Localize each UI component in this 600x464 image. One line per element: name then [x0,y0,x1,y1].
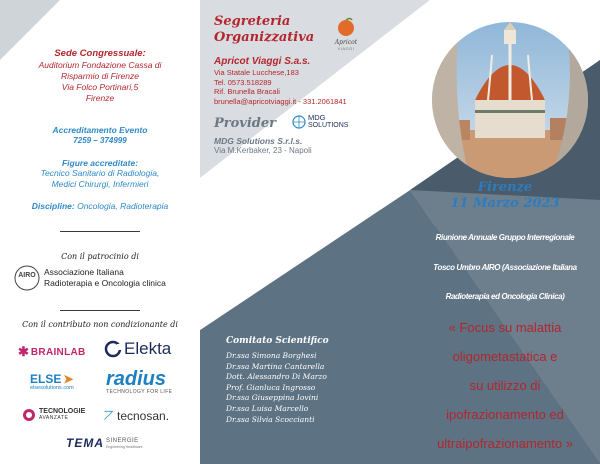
airo-monogram: AIRO [18,272,36,279]
committee-member: Dr.ssa Silvia Scoccianti [226,414,315,424]
figure-line: Medici Chirurgi, Infermieri [51,179,149,189]
brainlab-name: BRAINLAB [30,346,86,358]
apricot-logo [332,17,360,51]
radius-name: radius [106,368,167,390]
event-subtitle-line: Radioterapia ed Oncologia Clinica) [445,292,565,301]
else-arrow-icon: ➤ [63,372,74,386]
contributo-label: Con il contributo non condizionante di [22,320,178,329]
apricot-company: Apricot Viaggi S.a.s. [214,56,311,67]
focus-line: ipofrazionamento ed [446,407,564,422]
mdg-logo-line: MDG [308,113,326,122]
figure-title: Figure accreditate: [61,158,139,168]
apricot-email[interactable]: brunella@apricotviaggi.it - 331.2061841 [214,96,347,106]
radius-logo [106,369,172,395]
apricot-address: Via Statale Lucchese,183 [214,68,299,77]
sede-line: Risparmio di Firenze [61,71,139,81]
tecnologie-mark-icon [22,408,36,422]
apricot-fruit-icon [336,17,356,37]
apricot-logo-name: Apricot [334,39,358,46]
apricot-ref: Rif. Brunella Bracali [214,87,280,96]
sede-title: Sede Congressuale: [54,48,146,59]
tema-sub: SINERGIE [106,438,139,444]
event-city: Firenze [477,180,533,195]
tema-name: TEMA [66,436,104,450]
committee-member: Dr.ssa Giuseppina Iovini [226,393,319,403]
tecnologie-avanzate-logo [22,408,85,422]
event-subtitle-line: Tosco Umbro AIRO (Associazione Italiana [433,263,577,272]
segreteria-title [214,14,314,46]
committee-member: Dr.ssa Luisa Marcello [226,403,309,413]
event-date: 11 Marzo 2023 [450,196,560,211]
tema-sinergie-logo [66,436,143,450]
brainlab-logo [18,344,86,360]
florence-dome-photo [430,20,590,180]
divider [60,231,140,232]
tecnosan-mark-icon: ⦢ [104,408,114,423]
figure-section [0,158,200,190]
accreditamento-code: 7259 – 374999 [73,136,127,145]
committee-member: Dott. Alessandro Di Marzo [226,372,327,382]
discipline-section [0,201,200,211]
accreditamento-title: Accreditamento Evento [52,125,148,135]
committee-list [226,351,327,425]
sede-line: Auditorium Fondazione Cassa di [38,60,162,70]
focus-line: « Focus su malattia [448,320,562,335]
sede-line: Via Folco Portinari,5 [61,82,139,92]
airo-logo [14,265,166,291]
figure-line: Tecnico Sanitario di Radiologia, [40,168,160,178]
tecnosan-name: tecnosan. [116,409,170,423]
divider [60,310,140,311]
tecnologie-name: TECNOLOGIE [39,408,86,415]
else-name: ELSE [30,372,62,386]
mdg-globe-icon [292,115,306,129]
brainlab-mark-icon: ✱ [18,344,29,359]
provider-address: Via M.Kerbaker, 23 - Napoli [214,146,312,155]
elekta-logo [104,339,171,359]
tecnologie-sub: AVANZATE [39,415,69,421]
committee-member: Dr.ssa Martina Cantarella [226,361,325,371]
sede-section [0,48,200,104]
discipline-label: Discipline: [31,201,75,211]
else-website: elsesolutions.com [30,385,74,391]
focus-line: ultraipofrazionamento » [437,436,573,451]
apricot-tel: Tel. 0573.518289 [214,77,272,87]
focus-line: oligometastatica e [452,349,558,364]
provider-title: Provider [214,116,276,131]
apricot-contact [214,56,347,106]
committee-member: Prof. Gianluca Ingrosso [226,382,316,392]
focus-line: su utilizzo di [469,378,541,393]
mdg-logo [292,114,348,130]
segreteria-title-line: Segreteria [214,14,291,29]
patrocinio-label: Con il patrocinio di [61,252,139,261]
airo-line: Radioterapia e Oncologia clinica [44,278,166,288]
tecnosan-logo [104,408,169,424]
apricot-logo-sub: VIAGGI [337,46,355,51]
committee-title: Comitato Scientifico [226,336,329,346]
airo-line: Associazione Italiana [44,267,124,277]
tema-tagline: Engineering Healthcare [106,445,143,449]
event-subtitle-line: Riunione Annuale Gruppo Interregionale [435,233,575,242]
committee-member: Dr.ssa Simona Borghesi [226,351,317,360]
else-logo [30,372,74,391]
elekta-ring-icon [104,340,122,358]
discipline-value: Oncologia, Radioterapia [77,201,169,211]
mdg-logo-line: SOLUTIONS [308,122,349,129]
segreteria-title-line: Organizzativa [214,30,315,45]
radius-tagline: TECHNOLOGY FOR LIFE [106,389,173,395]
accreditamento-section [0,125,200,145]
provider-contact [214,136,312,156]
provider-company: MDG Solutions S.r.l.s. [214,136,303,146]
sede-line: Firenze [85,93,115,103]
elekta-name: Elekta [124,339,172,358]
